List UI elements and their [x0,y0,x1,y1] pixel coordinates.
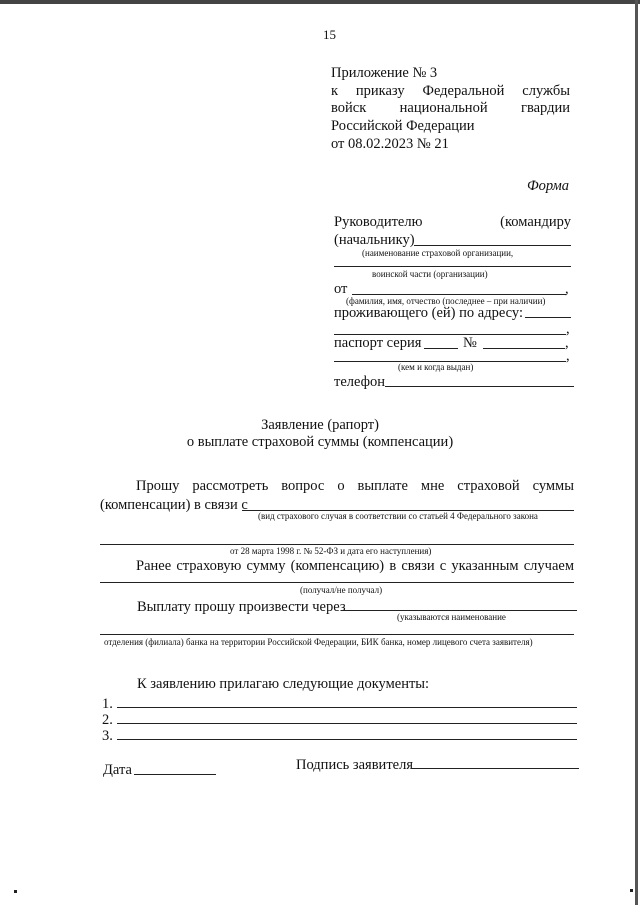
bank-line-2[interactable] [100,634,574,635]
received-line[interactable] [100,582,574,583]
caption-received: (получал/не получал) [300,585,383,595]
title-line-1: Заявление (рапорт) [261,417,379,433]
word: случаем [523,558,574,574]
word: войск [331,100,367,116]
caption-bank: отделения (филиала) банка на территории Российской Федерации, БИК банка, номер лицевого счета заявителя) [104,637,533,647]
chief-label: (начальнику) [334,232,415,248]
word: страховой [457,478,520,494]
word: рассмотреть [192,478,269,494]
scan-edge-top [0,0,640,4]
residing-label: проживающего (ей) по адресу: [334,305,523,321]
word: (командиру [500,214,571,230]
word: Ранее [136,558,172,574]
doc-number: 1. [102,696,113,712]
addressee-head [334,215,571,230]
word: национальной [399,100,488,116]
word: суммы [532,478,574,494]
scan-edge-right [635,0,638,905]
comma: , [566,321,570,337]
form-label: Форма [527,178,569,194]
bank-line[interactable] [341,610,577,611]
word: в [389,558,397,574]
doc-number: 3. [102,728,113,744]
comma: , [566,348,570,364]
word: Федеральной [422,83,505,99]
word: страховую [176,558,242,574]
caption-unit: воинской части (организации) [372,269,488,279]
phone-line[interactable] [385,386,574,387]
word: службы [522,83,570,99]
from-label: от [334,281,348,297]
page-number: 15 [323,27,336,42]
date-label: Дата [103,762,132,778]
number-sign: № [463,335,477,351]
appendix-line-2 [331,84,570,99]
signature-label: Подпись заявителя [296,757,413,773]
scan-speck [630,889,633,892]
word: о [337,478,345,494]
payment-label: Выплату прошу произвести через [137,599,346,615]
doc-line-3[interactable] [117,739,577,740]
word: сумму [246,558,286,574]
from-name-line[interactable] [352,294,566,295]
caption-org: (наименование страховой организации, [362,248,514,258]
comma: , [565,281,569,297]
caption-name-of: (указываются наименование [397,612,506,622]
paragraph-2 [136,559,574,574]
paragraph-1-line-2: (компенсации) в связи с [100,497,248,513]
date-line[interactable] [134,774,216,775]
caption-case: (вид страхового случая в соответствии со статьей 4 Федерального закона [258,511,538,521]
word: (компенсацию) [290,558,385,574]
passport-series-line[interactable] [424,348,458,349]
appendix-line-4: Российской Федерации [331,118,475,134]
word: приказу [355,83,405,99]
word: вопрос [281,478,325,494]
passport-number-line[interactable] [483,348,565,349]
appendix-line-3 [331,101,570,116]
word: мне [420,478,445,494]
word: с [439,558,447,574]
comma: , [565,335,569,351]
doc-number: 2. [102,712,113,728]
docs-intro: К заявлению прилагаю следующие документы: [137,676,430,692]
phone-label: телефон [334,374,386,390]
scan-speck [14,890,17,893]
doc-line-1[interactable] [117,707,577,708]
address-line-1[interactable] [525,317,571,318]
word: Прошу [136,478,180,494]
signature-line[interactable] [411,768,579,769]
word: выплате [357,478,408,494]
appendix-line-1: Приложение № 3 [331,65,438,81]
word: к [331,83,339,99]
word: гвардии [521,100,570,116]
appendix-line-5: от 08.02.2023 № 21 [331,136,449,152]
caption-issued: (кем и когда выдан) [398,362,474,372]
passport-label: паспорт серия [334,335,422,351]
caption-name: (фамилия, имя, отчество (последнее – при наличии) [346,296,546,306]
insured-case-line-2[interactable] [100,544,574,545]
word: связи [401,558,435,574]
org-name-line[interactable] [414,245,571,246]
doc-line-2[interactable] [117,723,577,724]
word: Руководителю [334,214,423,230]
title-line-2: о выплате страховой суммы (компенсации) [186,434,454,450]
caption-law: от 28 марта 1998 г. № 52-ФЗ и дата его наступления) [230,546,432,556]
paragraph-1-line-1 [136,479,574,494]
org-name-line-2[interactable] [334,266,571,267]
word: указанным [451,558,519,574]
